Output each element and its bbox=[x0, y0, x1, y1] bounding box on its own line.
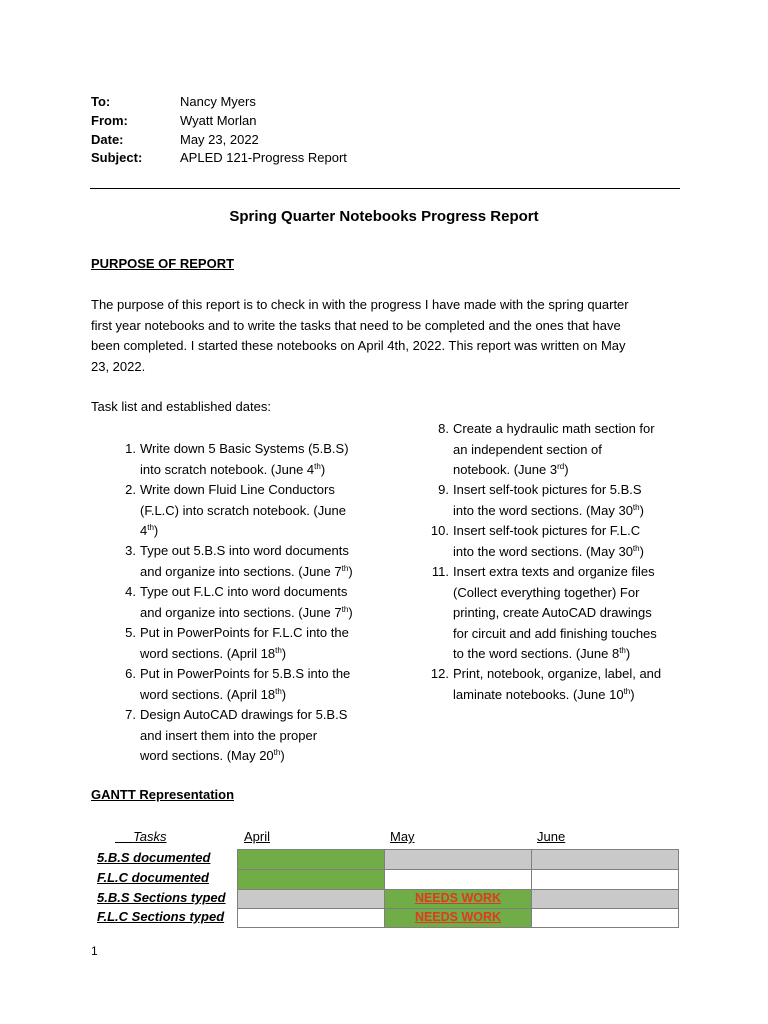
task-number: 8. bbox=[438, 421, 449, 436]
task-text bbox=[453, 521, 644, 562]
task-line: Insert self-took pictures for 5.B.S bbox=[453, 482, 642, 497]
task-line-close: ) bbox=[281, 686, 287, 702]
task-number: 10. bbox=[430, 523, 449, 538]
task-line bbox=[140, 562, 353, 583]
task-number: 4. bbox=[125, 584, 136, 599]
task-text bbox=[453, 419, 655, 481]
task-line bbox=[140, 460, 349, 481]
gantt-month-june: June bbox=[537, 829, 566, 844]
task-line-text: into the word sections. (May 30 bbox=[453, 543, 633, 559]
gantt-cell bbox=[384, 849, 532, 870]
purpose-line: first year notebooks and to write the tasks that need to be completed and the ones that have bbox=[91, 317, 621, 333]
gantt-tasks-header bbox=[115, 829, 167, 844]
memo-to-label: To: bbox=[91, 94, 111, 109]
needs-work-label: NEEDS WORK bbox=[414, 910, 502, 924]
task-line bbox=[140, 685, 350, 706]
task-line-close: ) bbox=[348, 563, 353, 579]
task-line-close: ) bbox=[639, 543, 644, 559]
purpose-line: 23, 2022. bbox=[91, 358, 146, 374]
memo-to-value: Nancy Myers bbox=[180, 94, 256, 109]
gantt-cell bbox=[237, 849, 385, 870]
task-line: Put in PowerPoints for F.L.C into the bbox=[140, 625, 349, 640]
memo-date-label: Date: bbox=[91, 132, 124, 147]
task-line: and insert them into the proper bbox=[140, 727, 318, 743]
task-line-close: ) bbox=[639, 502, 644, 518]
task-line-text: notebook. (June 3 bbox=[453, 462, 558, 477]
gantt-cell bbox=[531, 849, 679, 870]
task-text bbox=[140, 705, 347, 767]
gantt-row-label: F.L.C Sections typed bbox=[97, 909, 225, 924]
task-line bbox=[140, 603, 353, 624]
task-line-text: word sections. (May 20 bbox=[140, 748, 274, 763]
task-date-suffix: th bbox=[273, 748, 281, 757]
task-line: an independent section of bbox=[453, 441, 602, 457]
report-title: Spring Quarter Notebooks Progress Report bbox=[229, 208, 539, 225]
gantt-cell bbox=[237, 908, 385, 928]
task-line: Create a hydraulic math section for bbox=[453, 421, 655, 436]
task-line bbox=[453, 644, 657, 665]
task-line-close: ) bbox=[280, 748, 285, 763]
task-number: 12. bbox=[430, 666, 449, 681]
task-text bbox=[453, 562, 657, 665]
task-date-suffix: th bbox=[341, 563, 349, 573]
task-text bbox=[140, 582, 353, 623]
task-number: 6. bbox=[125, 666, 136, 681]
task-line-text: and organize into sections. (June 7 bbox=[140, 604, 342, 620]
task-date-suffix: th bbox=[632, 502, 640, 512]
task-line: for circuit and add finishing touches bbox=[453, 625, 657, 641]
task-line: Insert extra texts and organize files bbox=[453, 564, 655, 579]
task-text bbox=[140, 541, 353, 582]
task-line-close: ) bbox=[564, 462, 569, 477]
memo-date-value: May 23, 2022 bbox=[180, 132, 259, 147]
gantt-row-label: F.L.C documented bbox=[97, 870, 209, 885]
task-text bbox=[140, 439, 349, 480]
task-line-close: ) bbox=[153, 523, 159, 538]
task-text bbox=[140, 480, 346, 542]
task-line-text: to the word sections. (June 8 bbox=[453, 646, 620, 661]
purpose-line: been completed. I started these notebooks on April 4th, 2022. This report was written on May bbox=[91, 338, 626, 353]
gantt-cell bbox=[384, 889, 532, 909]
gantt-row-label: 5.B.S Sections typed bbox=[97, 890, 226, 905]
task-line: (Collect everything together) For bbox=[453, 584, 640, 600]
task-line-text: laminate notebooks. (June 10 bbox=[453, 686, 624, 702]
task-line bbox=[140, 644, 349, 665]
memo-subject-label: Subject: bbox=[91, 150, 143, 165]
task-line-text: and organize into sections. (June 7 bbox=[140, 563, 342, 579]
task-line-close: ) bbox=[630, 686, 635, 702]
gantt-month-may: May bbox=[390, 829, 415, 844]
task-number: 1. bbox=[125, 441, 136, 456]
purpose-heading: PURPOSE OF REPORT bbox=[91, 256, 235, 271]
task-line: Design AutoCAD drawings for 5.B.S bbox=[140, 707, 348, 722]
task-line: Put in PowerPoints for 5.B.S into the bbox=[140, 666, 351, 681]
task-text bbox=[453, 480, 644, 521]
gantt-cell bbox=[237, 869, 385, 890]
gantt-cell bbox=[531, 908, 679, 928]
task-date-suffix: rd bbox=[557, 462, 565, 471]
gantt-cell bbox=[384, 908, 532, 928]
purpose-paragraph bbox=[91, 295, 679, 377]
task-line-close: ) bbox=[320, 461, 326, 477]
task-line-text: word sections. (April 18 bbox=[140, 645, 276, 661]
task-text bbox=[453, 664, 661, 705]
task-text bbox=[140, 664, 350, 705]
task-date-suffix: th bbox=[632, 543, 640, 553]
gantt-tasks-header-text: Tasks bbox=[133, 829, 167, 844]
task-number: 2. bbox=[125, 482, 136, 497]
task-line bbox=[453, 542, 644, 563]
task-line bbox=[140, 521, 346, 542]
task-date-suffix: th bbox=[147, 523, 154, 532]
task-date-suffix: th bbox=[314, 461, 321, 471]
task-number: 11. bbox=[431, 564, 449, 579]
task-date-suffix: th bbox=[623, 686, 631, 696]
task-list-intro: Task list and established dates: bbox=[91, 399, 271, 414]
task-line-text: into the word sections. (May 30 bbox=[453, 502, 633, 518]
gantt-cell bbox=[237, 889, 385, 909]
task-date-suffix: th bbox=[619, 646, 626, 655]
gantt-cell bbox=[384, 869, 532, 890]
task-line bbox=[453, 460, 655, 481]
task-line: (F.L.C) into scratch notebook. (June bbox=[140, 502, 346, 518]
task-line: Type out 5.B.S into word documents bbox=[140, 543, 349, 558]
task-line bbox=[140, 746, 347, 767]
task-line-text: 4 bbox=[140, 523, 148, 538]
task-line: Insert self-took pictures for F.L.C bbox=[453, 523, 641, 538]
task-number: 9. bbox=[438, 482, 449, 497]
memo-from-value: Wyatt Morlan bbox=[180, 113, 257, 128]
gantt-month-april: April bbox=[244, 829, 271, 844]
task-line bbox=[453, 501, 644, 522]
task-number: 5. bbox=[125, 625, 136, 640]
memo-subject-value: APLED 121-Progress Report bbox=[180, 150, 347, 165]
gantt-heading: GANTT Representation bbox=[91, 787, 235, 802]
purpose-line: The purpose of this report is to check in with the progress I have made with the spring quarter bbox=[91, 297, 629, 312]
task-line-text: word sections. (April 18 bbox=[140, 686, 276, 702]
task-line-close: ) bbox=[348, 604, 353, 620]
task-line-close: ) bbox=[281, 645, 287, 661]
header-divider bbox=[90, 188, 680, 189]
task-line bbox=[453, 685, 661, 706]
gantt-cell bbox=[531, 869, 679, 890]
task-line: Write down Fluid Line Conductors bbox=[140, 482, 335, 497]
task-line-close: ) bbox=[625, 646, 631, 661]
task-line: Type out F.L.C into word documents bbox=[140, 584, 348, 599]
page-number: 1 bbox=[91, 944, 98, 958]
memo-from-label: From: bbox=[91, 113, 128, 128]
gantt-row-label: 5.B.S documented bbox=[97, 850, 211, 865]
task-text bbox=[140, 623, 349, 664]
gantt-cell bbox=[531, 889, 679, 909]
task-date-suffix: th bbox=[275, 645, 282, 655]
task-line-text: into scratch notebook. (June 4 bbox=[140, 461, 315, 477]
task-line: Write down 5 Basic Systems (5.B.S) bbox=[140, 441, 349, 456]
task-line: printing, create AutoCAD drawings bbox=[453, 605, 652, 620]
needs-work-label: NEEDS WORK bbox=[414, 891, 502, 905]
task-line: Print, notebook, organize, label, and bbox=[453, 666, 662, 681]
task-number: 7. bbox=[125, 707, 136, 722]
task-date-suffix: th bbox=[341, 604, 349, 614]
task-number: 3. bbox=[125, 543, 136, 558]
task-date-suffix: th bbox=[275, 686, 282, 696]
